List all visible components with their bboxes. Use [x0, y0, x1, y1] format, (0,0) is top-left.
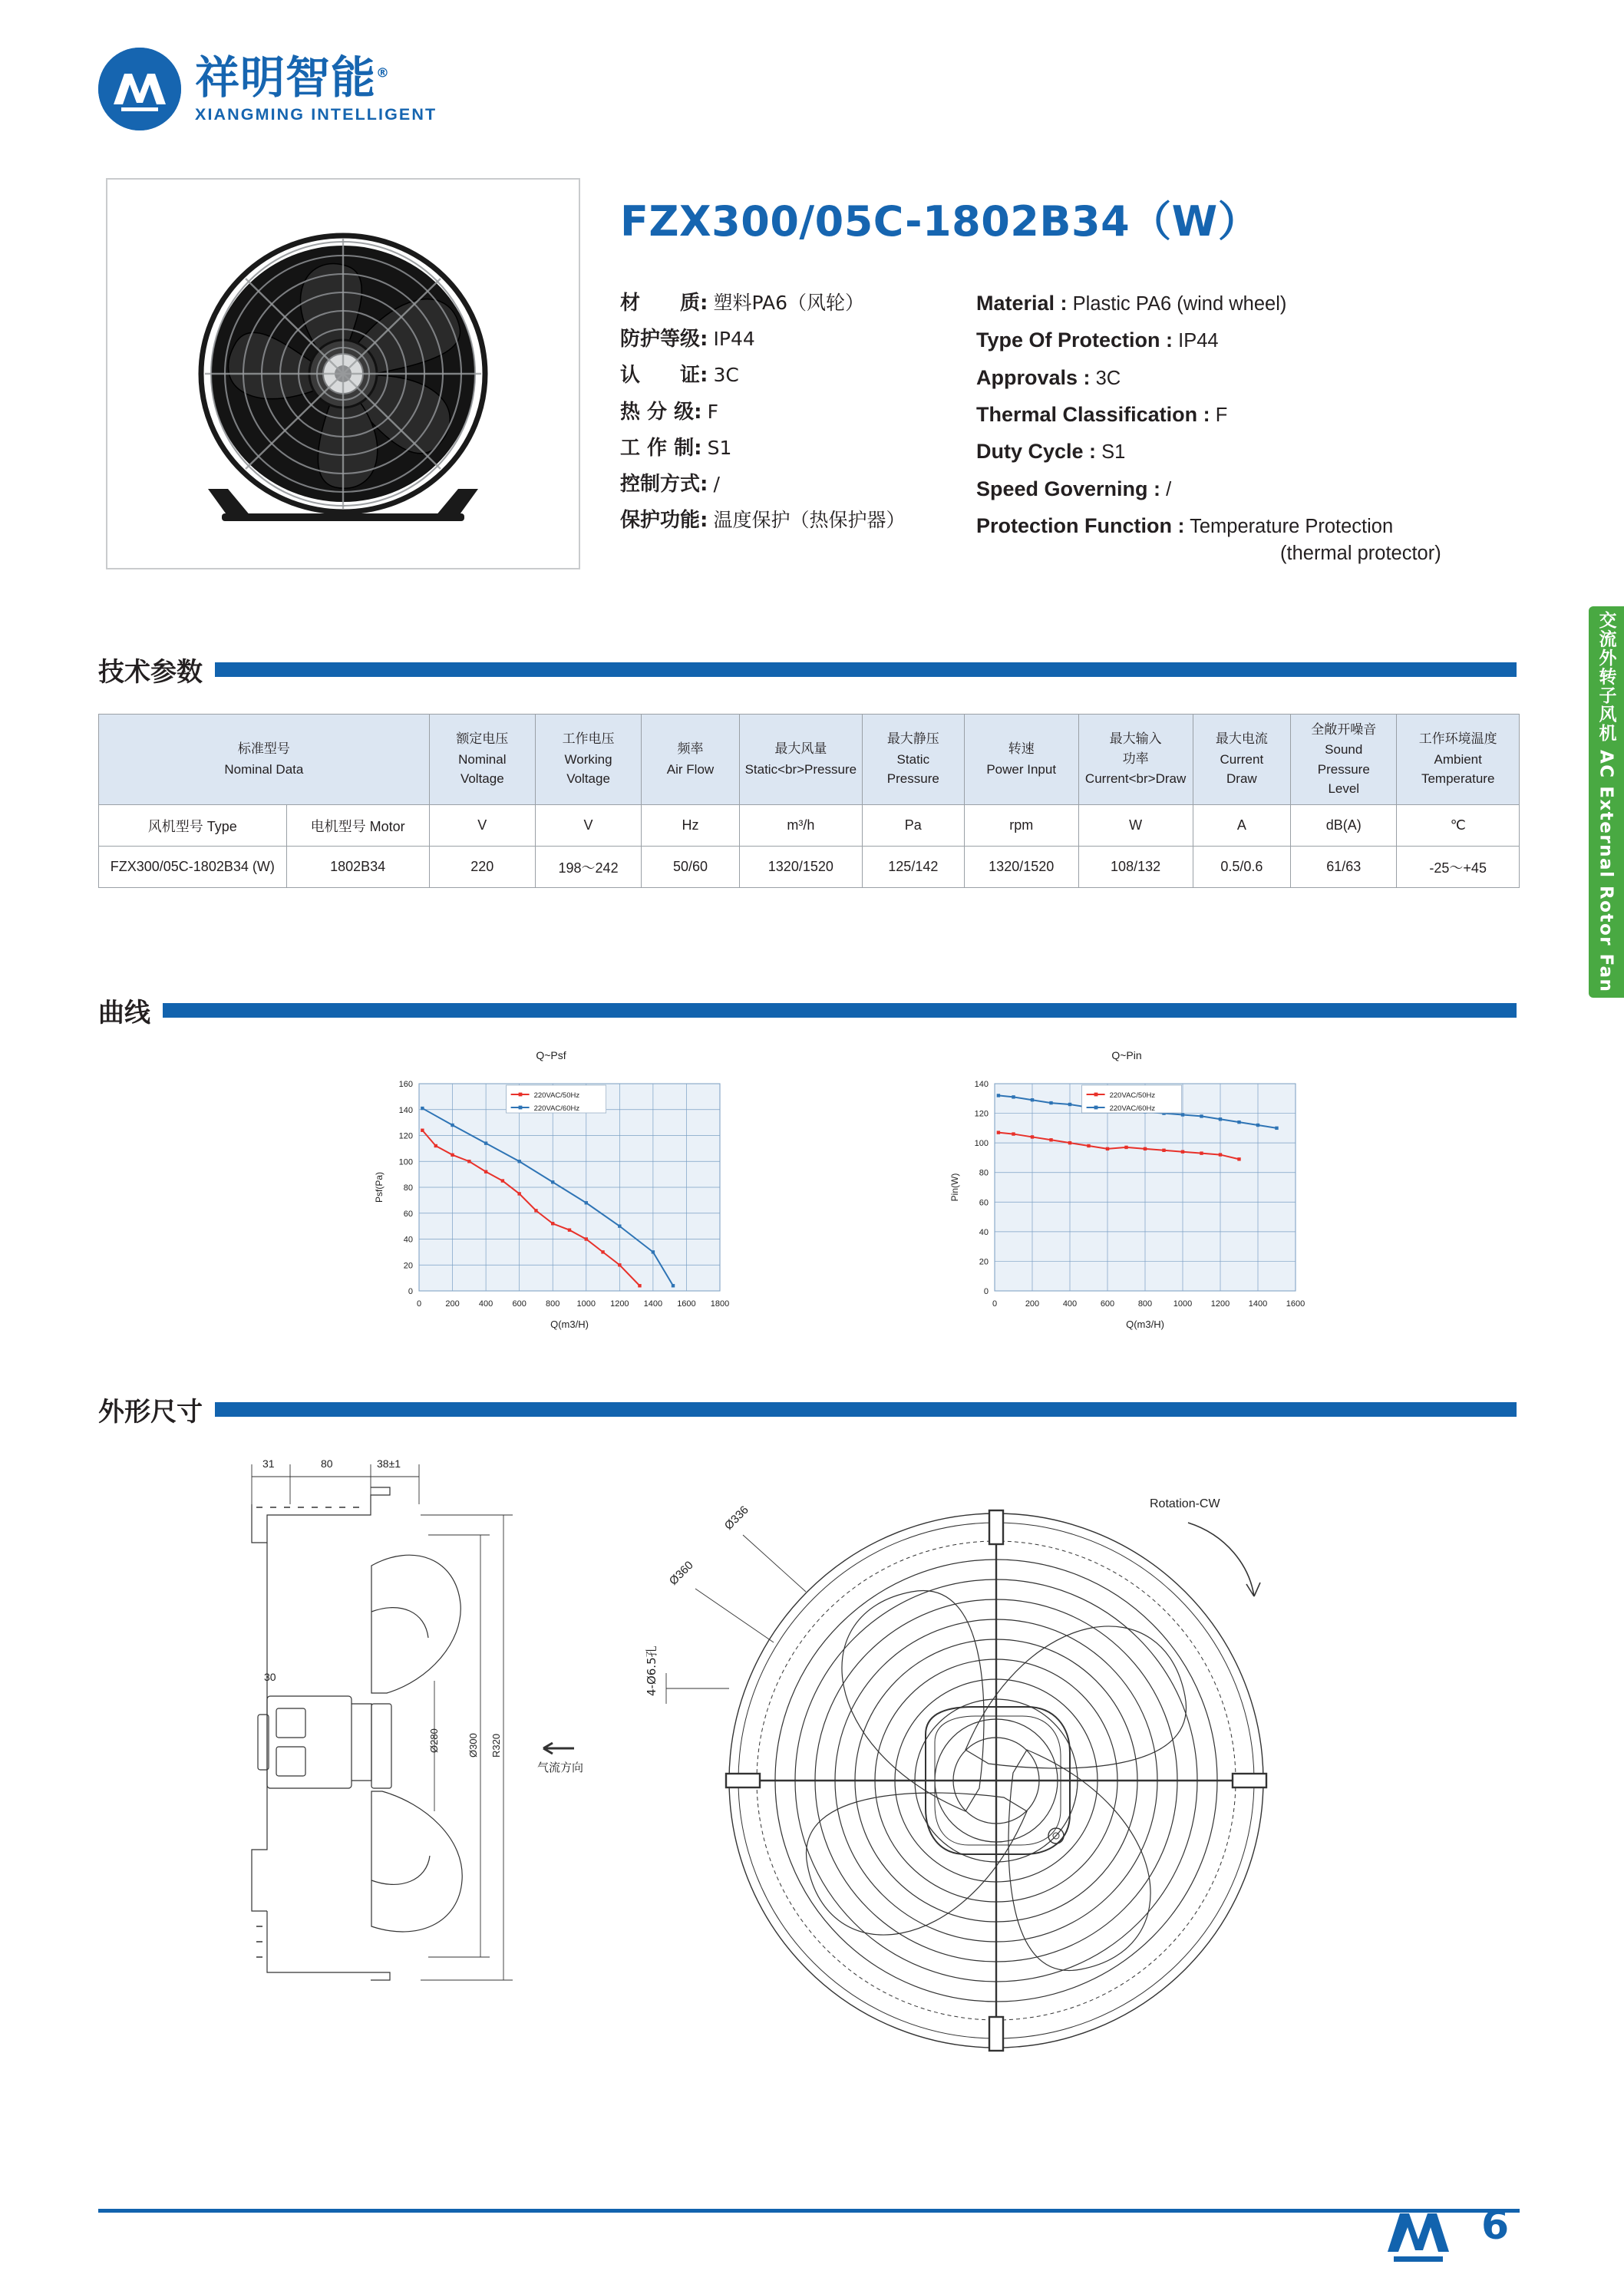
spec-value: F: [707, 400, 718, 423]
svg-text:600: 600: [1100, 1299, 1115, 1309]
svg-text:Ø360: Ø360: [666, 1558, 696, 1588]
th-en: Current Draw: [1220, 751, 1264, 787]
th-en: Nominal Voltage: [458, 751, 507, 787]
th-working-voltage: [535, 715, 641, 805]
svg-text:Q(m3/H): Q(m3/H): [550, 1319, 589, 1330]
brand-logo: [98, 48, 437, 130]
th-cn: 额定电压: [456, 731, 509, 748]
spec-value: Plastic PA6 (wind wheel): [1072, 293, 1287, 315]
spec-label: 认 证:: [620, 364, 708, 388]
section-header-tech: [98, 651, 1517, 688]
side-tab-category: [1589, 606, 1624, 998]
th-ambient-temperature: [1397, 715, 1520, 805]
cell-value-sound: 61/63: [1291, 847, 1397, 888]
spec-label: Approvals :: [976, 365, 1091, 389]
section-rule: [215, 662, 1517, 677]
svg-text:0: 0: [416, 1299, 422, 1309]
spec-list-cn: [620, 292, 973, 545]
cell-unit-motor: 电机型号 Motor: [286, 805, 429, 847]
section-header-curve: [98, 992, 1517, 1029]
spec-value: 3C: [713, 364, 739, 387]
cell-unit-static-pressure: Pa: [862, 805, 964, 847]
th-frequency: [642, 715, 740, 805]
section-title: 外形尺寸: [98, 1397, 203, 1428]
cell-value-frequency: 50/60: [642, 847, 740, 888]
th-nominal-data: [99, 715, 430, 805]
spec-label: Speed Governing :: [976, 477, 1161, 500]
spec-row-thermal-en: [976, 403, 1544, 427]
svg-text:1800: 1800: [710, 1299, 730, 1309]
svg-text:600: 600: [512, 1299, 526, 1309]
cell-value-current: 0.5/0.6: [1193, 847, 1291, 888]
svg-text:1400: 1400: [643, 1299, 663, 1309]
spec-list-en: [976, 292, 1544, 578]
cell-value-type: FZX300/05C-1802B34 (W): [99, 847, 287, 888]
svg-text:80: 80: [979, 1168, 989, 1178]
svg-text:1400: 1400: [1248, 1299, 1268, 1309]
th-en: Current<br>Draw: [1084, 771, 1187, 787]
section-title: 曲线: [98, 998, 150, 1028]
spec-row-thermal-cn: [620, 401, 973, 424]
performance-charts: [98, 1038, 1520, 1360]
cell-value-speed: 1320/1520: [964, 847, 1078, 888]
section-rule: [163, 1003, 1517, 1018]
svg-text:0: 0: [992, 1299, 998, 1309]
th-cn: 转速: [1008, 741, 1035, 757]
th-nominal-voltage: [429, 715, 535, 805]
spec-label: 材 质:: [620, 292, 708, 315]
th-cn: 最大输入 功率: [1109, 731, 1162, 767]
spec-value: 塑料PA6（风轮）: [713, 292, 864, 314]
svg-text:38±1: 38±1: [377, 1457, 401, 1470]
cell-unit-sound: dB(A): [1291, 805, 1397, 847]
svg-text:220VAC/60Hz: 220VAC/60Hz: [1109, 1104, 1156, 1113]
th-cn: 最大电流: [1215, 731, 1268, 748]
svg-text:0: 0: [408, 1287, 413, 1296]
th-cn: 频率: [677, 741, 704, 757]
svg-text:Pin(W): Pin(W): [949, 1173, 960, 1202]
cell-unit-frequency: Hz: [642, 805, 740, 847]
cell-value-power-input: 108/132: [1078, 847, 1193, 888]
svg-text:400: 400: [1062, 1299, 1078, 1309]
th-cn: 最大风量: [774, 741, 827, 757]
spec-value: 3C: [1095, 367, 1121, 389]
spec-value: IP44: [1178, 330, 1219, 352]
spec-value: /: [713, 472, 720, 495]
svg-text:R320: R320: [490, 1733, 502, 1758]
th-cn: 最大静压: [886, 731, 939, 748]
table-head: [99, 715, 1520, 805]
svg-text:Psf(Pa): Psf(Pa): [374, 1171, 385, 1203]
spec-label: Protection Function :: [976, 514, 1185, 538]
footer-rule: [98, 2209, 1520, 2213]
svg-text:0: 0: [983, 1287, 989, 1296]
spec-row-duty-en: [976, 440, 1544, 464]
spec-row-function-en: [976, 514, 1544, 565]
svg-text:80: 80: [321, 1457, 333, 1470]
cell-unit-speed: rpm: [964, 805, 1078, 847]
svg-text:220VAC/50Hz: 220VAC/50Hz: [1109, 1091, 1156, 1100]
spec-row-function-cn: [620, 509, 973, 533]
th-static-pressure: [862, 715, 964, 805]
svg-text:40: 40: [979, 1227, 989, 1237]
svg-text:160: 160: [398, 1080, 413, 1089]
cell-unit-working-voltage: V: [535, 805, 641, 847]
spec-value: IP44: [713, 328, 755, 351]
th-power-input: [1078, 715, 1193, 805]
th-en: Static Pressure: [886, 751, 939, 787]
spec-label: 防护等级:: [620, 328, 708, 352]
spec-value: 温度保护（热保护器）: [713, 509, 906, 532]
brand-name-en: XIANGMING INTELLIGENT: [195, 104, 437, 124]
cell-value-motor: 1802B34: [286, 847, 429, 888]
cell-value-static-pressure: 125/142: [862, 847, 964, 888]
cell-unit-temperature: ℃: [1397, 805, 1520, 847]
cell-unit-power-input: W: [1078, 805, 1193, 847]
svg-text:400: 400: [478, 1299, 493, 1309]
svg-text:800: 800: [1137, 1299, 1153, 1309]
svg-text:140: 140: [398, 1105, 413, 1115]
th-en: Static<br>Pressure: [744, 761, 857, 777]
logo-mark-icon: [98, 48, 181, 130]
th-air-flow: [739, 715, 862, 805]
page-title: FZX300/05C-1802B34（W）: [620, 197, 1260, 246]
section-header-dimension: [98, 1391, 1517, 1428]
th-sound-pressure: [1291, 715, 1397, 805]
th-cn: 工作环境温度: [1418, 731, 1497, 748]
svg-text:31: 31: [262, 1457, 275, 1470]
cell-value-nominal-voltage: 220: [429, 847, 535, 888]
cell-value-temperature: -25～+45: [1397, 847, 1520, 888]
svg-text:200: 200: [445, 1299, 460, 1309]
th-en: Working Voltage: [564, 751, 612, 787]
svg-text:20: 20: [403, 1261, 413, 1271]
spec-label: 控制方式:: [620, 472, 708, 496]
section-title: 技术参数: [98, 657, 203, 688]
table-body: [99, 805, 1520, 888]
spec-row-protection-en: [976, 328, 1544, 353]
svg-text:Q(m3/H): Q(m3/H): [1126, 1319, 1164, 1330]
svg-text:140: 140: [974, 1080, 989, 1089]
spec-label: Material :: [976, 292, 1068, 315]
svg-text:200: 200: [1025, 1299, 1040, 1309]
cell-value-working-voltage: 198～242: [535, 847, 641, 888]
svg-text:1600: 1600: [1286, 1299, 1305, 1309]
th-en: Ambient Temperature: [1421, 751, 1495, 787]
table-row: [99, 847, 1520, 888]
spec-value: F: [1215, 404, 1228, 427]
svg-text:Ø300: Ø300: [467, 1733, 479, 1758]
spec-value: /: [1166, 478, 1172, 500]
spec-value: S1: [1101, 441, 1126, 464]
svg-text:120: 120: [398, 1131, 413, 1141]
spec-label: 保护功能:: [620, 509, 708, 533]
th-cn: 工作电压: [562, 731, 615, 748]
footer-logo-icon: [1381, 2197, 1455, 2270]
registered-mark-icon: ®: [376, 65, 391, 81]
svg-text:20: 20: [979, 1257, 989, 1267]
page-number: 6: [1481, 2203, 1510, 2249]
cell-unit-type: 风机型号 Type: [99, 805, 287, 847]
th-en: Nominal Data: [224, 761, 304, 777]
cell-unit-nominal-voltage: V: [429, 805, 535, 847]
spec-value-continued: (thermal protector): [1280, 543, 1441, 565]
svg-text:4-Ø6.5孔: 4-Ø6.5孔: [645, 1645, 659, 1696]
th-en: Air Flow: [666, 761, 715, 777]
th-en: Sound Pressure Level: [1317, 742, 1370, 796]
spec-value: S1: [707, 436, 732, 459]
th-current-draw: [1193, 715, 1291, 805]
chart-q-pin: [935, 1038, 1595, 1360]
spec-label: 热 分 级:: [620, 400, 702, 424]
svg-text:220VAC/60Hz: 220VAC/60Hz: [533, 1104, 580, 1113]
svg-text:Ø336: Ø336: [721, 1503, 751, 1533]
spec-row-speed-cn: [620, 473, 973, 497]
spec-row-approvals-en: [976, 366, 1544, 391]
spec-label: Duty Cycle :: [976, 440, 1097, 464]
svg-text:30: 30: [264, 1671, 276, 1683]
svg-text:气流方向: 气流方向: [537, 1761, 584, 1774]
svg-text:800: 800: [546, 1299, 560, 1309]
svg-text:Q~Psf: Q~Psf: [536, 1049, 566, 1061]
brand-name-cn: 祥明智能®: [195, 51, 391, 104]
spec-row-material-cn: [620, 292, 973, 315]
cell-unit-current: A: [1193, 805, 1291, 847]
svg-text:1000: 1000: [1173, 1299, 1193, 1309]
svg-text:1200: 1200: [610, 1299, 629, 1309]
spec-row-approvals-cn: [620, 364, 973, 388]
svg-text:100: 100: [398, 1157, 413, 1167]
spec-row-material-en: [976, 292, 1544, 316]
svg-text:100: 100: [974, 1139, 989, 1149]
brand-text: [195, 51, 437, 124]
svg-text:120: 120: [974, 1109, 989, 1119]
svg-text:1200: 1200: [1210, 1299, 1230, 1309]
spec-row-protection-cn: [620, 328, 973, 352]
svg-text:Ø280: Ø280: [428, 1728, 440, 1753]
th-cn: 标准型号: [237, 741, 290, 757]
spec-row-duty-cn: [620, 437, 973, 460]
spec-table: [98, 714, 1520, 888]
side-tab-label: 交流外转子风机 AC External Rotor Fan: [1596, 611, 1616, 993]
section-rule: [215, 1402, 1517, 1417]
svg-text:220VAC/50Hz: 220VAC/50Hz: [533, 1091, 580, 1100]
spec-label: Thermal Classification :: [976, 403, 1210, 427]
th-speed: [964, 715, 1078, 805]
spec-value: Temperature Protection: [1190, 516, 1394, 538]
svg-text:60: 60: [403, 1209, 413, 1219]
th-cn: 全敞开噪音: [1311, 721, 1377, 738]
spec-label: 工 作 制:: [620, 436, 702, 460]
table-row: [99, 805, 1520, 847]
dimension-drawing: [98, 1435, 1520, 2141]
th-en: Power Input: [986, 761, 1057, 777]
table-header-row: [99, 715, 1520, 805]
svg-text:40: 40: [403, 1235, 413, 1245]
spec-label: Type Of Protection :: [976, 328, 1173, 352]
product-photo: [106, 178, 580, 569]
svg-text:Q~Pin: Q~Pin: [1111, 1049, 1142, 1061]
svg-text:1600: 1600: [677, 1299, 696, 1309]
chart-q-psf: [359, 1038, 1019, 1360]
spec-row-speed-en: [976, 477, 1544, 502]
cell-unit-air-flow: m³/h: [739, 805, 862, 847]
svg-text:80: 80: [403, 1183, 413, 1193]
svg-text:Rotation-CW: Rotation-CW: [1150, 1497, 1220, 1510]
svg-text:60: 60: [979, 1198, 989, 1208]
cell-value-air-flow: 1320/1520: [739, 847, 862, 888]
svg-text:1000: 1000: [576, 1299, 596, 1309]
